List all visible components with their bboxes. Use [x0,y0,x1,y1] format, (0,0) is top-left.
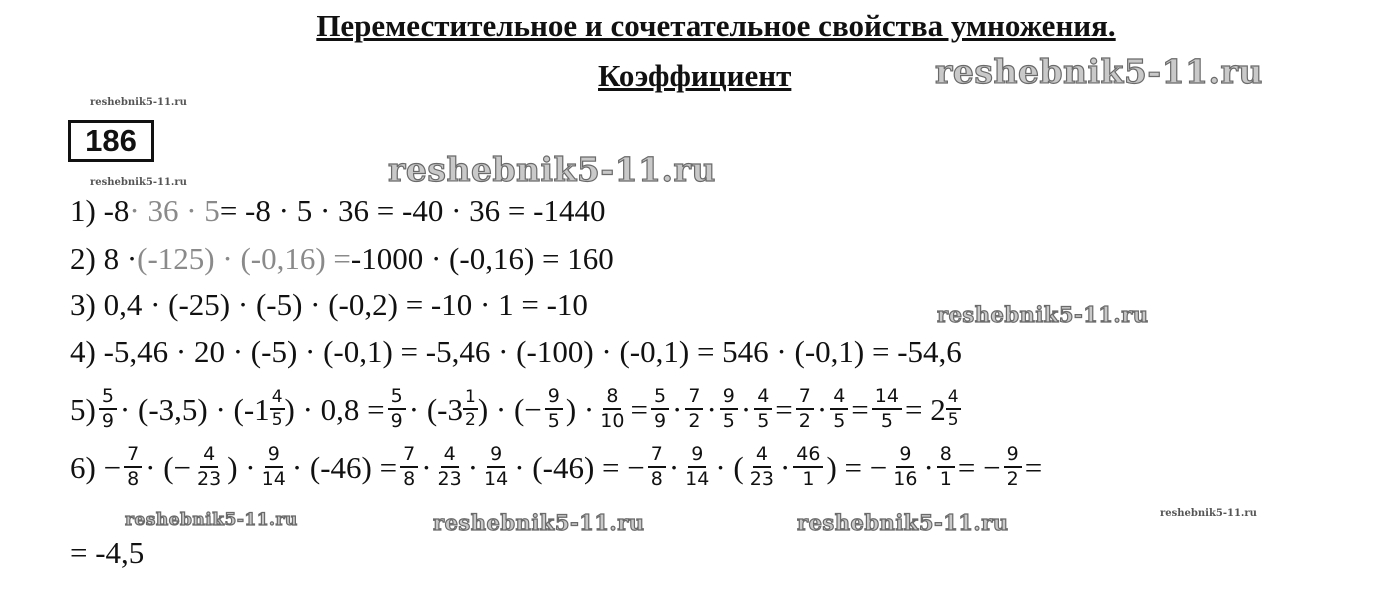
fraction [937,444,955,491]
expr-text: ) = − [826,449,888,485]
fraction [99,386,117,433]
expr-text: · (-3 [408,391,463,427]
expr-text: = 2 [904,391,946,427]
numerator: 7 [685,386,703,410]
expr-text: = − [957,449,1001,485]
numerator: 4 [946,388,961,410]
denominator: 9 [653,410,667,433]
expr-text: · [421,449,432,485]
watermark-logo: reshebnik5-11.ru [797,510,1009,535]
numerator: 9 [720,386,738,410]
numerator: 7 [400,444,418,468]
fraction [597,386,627,433]
numerator: 46 [793,444,823,468]
watermark-logo: reshebnik5-11.ru [388,150,716,189]
line-4-text: 4) -5,46 · 20 · (-5) · (-0,1) = -5,46 · (-100) · (-0,1) = 546 · (-0,1) = -54,6 [70,334,962,369]
line-3-text: 3) 0,4 · (-25) · (-5) · (-0,2) = -10 · 1 = -10 [70,287,588,322]
denominator: 5 [271,410,283,431]
fraction [682,444,712,491]
line-2-start: 2) 8 · [70,241,138,276]
denominator: 9 [390,410,403,433]
expr-text: ) · 0,8 = [284,391,385,427]
denominator: 10 [600,410,625,433]
task-number-box [68,120,154,162]
numerator: 9 [545,386,563,410]
numerator: 14 [872,386,902,410]
numerator: 5 [651,386,669,410]
numerator: 4 [200,444,218,468]
expr-text: ) · [227,449,256,485]
page-title: Переместительное и сочетательное свойства умножения. [316,8,1116,43]
fraction [754,386,772,433]
denominator: 14 [484,468,509,491]
denominator: 2 [688,410,701,433]
expr-text: · [706,391,717,427]
numerator: 9 [1004,444,1022,468]
solution-line-2 [70,243,614,274]
fraction [793,444,823,491]
denominator: 23 [437,468,462,491]
watermark-small: reshebnik5-11.ru [90,97,187,108]
watermark-logo: reshebnik5-11.ru [935,52,1263,91]
expr-text: = [630,391,648,427]
numerator: 9 [487,444,505,468]
mixed-fraction [946,388,961,430]
denominator: 2 [464,410,476,431]
numerator: 7 [648,444,666,468]
expr-text: · [816,391,828,427]
denominator: 5 [880,410,893,433]
solution-line-6 [70,444,1042,491]
solution-line-5 [70,386,961,433]
denominator: 1 [802,468,815,491]
expr-text: · [672,391,683,427]
fraction [400,444,418,491]
line-2-end: -1000 · (-0,16) = 160 [350,241,614,276]
fraction [194,444,224,491]
denominator: 9 [101,410,114,433]
watermark-logo: reshebnik5-11.ru [937,302,1149,327]
expr-text: · [467,449,479,485]
numerator: 4 [270,388,285,410]
numerator: 4 [441,444,459,468]
fraction [545,386,563,433]
numerator: 5 [99,386,117,410]
denominator: 5 [947,410,959,431]
numerator: 8 [603,386,621,410]
fraction [481,444,511,491]
expr-text: · [668,449,680,485]
numerator: 8 [937,444,955,468]
watermark-logo: reshebnik5-11.ru [125,510,298,530]
fraction [124,444,142,491]
expr-text: · [779,449,791,485]
expr-text: = [775,391,793,427]
line-5-label: 5) [70,391,96,427]
fraction [685,386,703,433]
expr-text: · ( [715,449,744,485]
expr-text: · (-3,5) · (-1 [119,391,270,427]
watermark-logo: reshebnik5-11.ru [433,510,645,535]
solution-line-7 [70,537,144,568]
fraction [435,444,465,491]
denominator: 16 [893,468,918,491]
watermark-small: reshebnik5-11.ru [1160,508,1257,519]
solution-line-1 [70,195,605,226]
denominator: 8 [403,468,416,491]
numerator: 9 [896,444,914,468]
task-number: 186 [85,123,137,158]
line-2-faded: (-125) · (-0,16) = [137,241,351,276]
fraction [830,386,848,433]
fraction [747,444,777,491]
denominator: 23 [749,468,774,491]
expr-text: = [1024,449,1043,485]
line-7-text: = -4,5 [70,535,145,570]
denominator: 14 [685,468,710,491]
mixed-fraction [463,388,478,430]
numerator: 4 [830,386,848,410]
page-subtitle: Коэффициент [598,58,792,93]
watermark-small: reshebnik5-11.ru [90,177,187,188]
denominator: 5 [722,410,735,433]
expr-text: ) · (− [477,391,542,427]
line-1-faded: · 36 · 5 [129,193,220,228]
denominator: 8 [127,468,140,491]
numerator: 4 [753,444,771,468]
fraction [1004,444,1022,491]
denominator: 5 [833,410,846,433]
solution-line-4 [70,336,962,367]
expr-text: · [923,449,934,485]
numerator: 5 [388,386,406,410]
expr-text: ) · [565,391,595,427]
expr-text: · (-46) = [291,449,398,485]
denominator: 14 [261,468,286,491]
mixed-fraction [270,388,285,430]
denominator: 2 [1006,468,1019,491]
line-1-start: 1) -8 [70,193,130,228]
solution-line-3 [70,289,588,320]
fraction [388,386,406,433]
fraction [796,386,814,433]
numerator: 9 [265,444,283,468]
denominator: 23 [197,468,222,491]
fraction [651,386,669,433]
expr-text: · (-46) = − [514,449,645,485]
fraction [648,444,666,491]
numerator: 1 [463,388,478,410]
fraction [890,444,920,491]
denominator: 2 [798,410,811,433]
fraction [259,444,289,491]
denominator: 5 [547,410,560,433]
line-1-end: = -8 · 5 · 36 = -40 · 36 = -1440 [219,193,606,228]
line-6-label: 6) − [70,449,122,485]
numerator: 4 [754,386,772,410]
expr-text: · (− [145,449,192,485]
expr-text: · [740,391,752,427]
expr-text: = [851,391,869,427]
denominator: 5 [757,410,770,433]
denominator: 1 [939,468,952,491]
fraction [872,386,902,433]
numerator: 9 [688,444,706,468]
numerator: 7 [796,386,814,410]
numerator: 7 [124,444,142,468]
fraction [720,386,738,433]
denominator: 8 [650,468,663,491]
